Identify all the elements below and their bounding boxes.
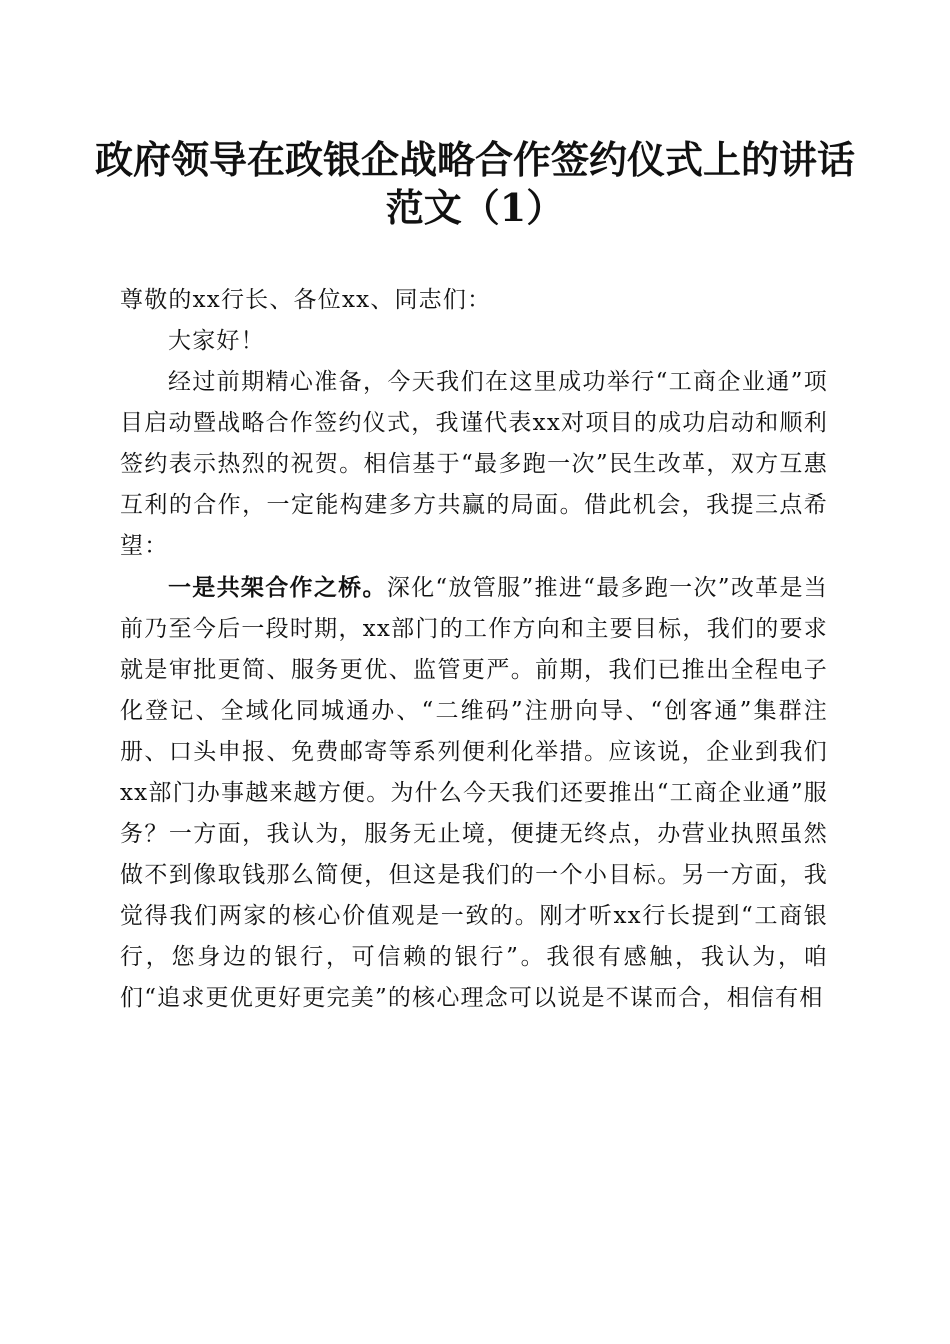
document-title — [60, 136, 890, 232]
title-line-1: 政府领导在政银企战略合作签约仪式上的讲话 — [94, 137, 855, 182]
salutation: 尊敬的xx行长、各位xx、同志们： — [120, 287, 492, 313]
greeting: 大家好！ — [168, 328, 265, 354]
title-line-2: 范文（1） — [385, 185, 565, 230]
document-body — [120, 280, 828, 1019]
paragraph-2-text: 深化“放管服”推进“最多跑一次”改革是当前乃至今后一段时期，xx部门的工作方向和主要目标，我们的要求就是审批更简、服务更优、监管更严。前期，我们已推出全程电子化登记、全域化同城通办、“二维码”注册向导、“创客通”集群注册、口头申报、免费邮寄等系列便利化举措。应该说，企业到我们xx部门办事越来越方便。为什么今天我们还要推出“工商企业通”服务？一方面，我认为，服务无止境，便捷无终点，办营业执照虽然做不到像取钱那么简便，但这是我们的一个小目标。另一方面，我觉得我们两家的核心价值观是一致的。刚才听xx行长提到“工商银行，您身边的银行，可信赖的银行”。我很有感触，我认为，咱们“追求更优更好更完美”的核心理念可以说是不谋而合，相信有相 — [120, 575, 828, 1011]
paragraph-2-lead: 一是共架合作之桥。 — [168, 574, 387, 601]
paragraph-2 — [120, 567, 828, 1019]
paragraph-1: 经过前期精心准备，今天我们在这里成功举行“工商企业通”项目启动暨战略合作签约仪式，我谨代表xx对项目的成功启动和顺利签约表示热烈的祝贺。相信基于“最多跑一次”民生改革，双方互惠互利的合作，一定能构建多方共赢的局面。借此机会，我提三点希望： — [120, 369, 828, 559]
